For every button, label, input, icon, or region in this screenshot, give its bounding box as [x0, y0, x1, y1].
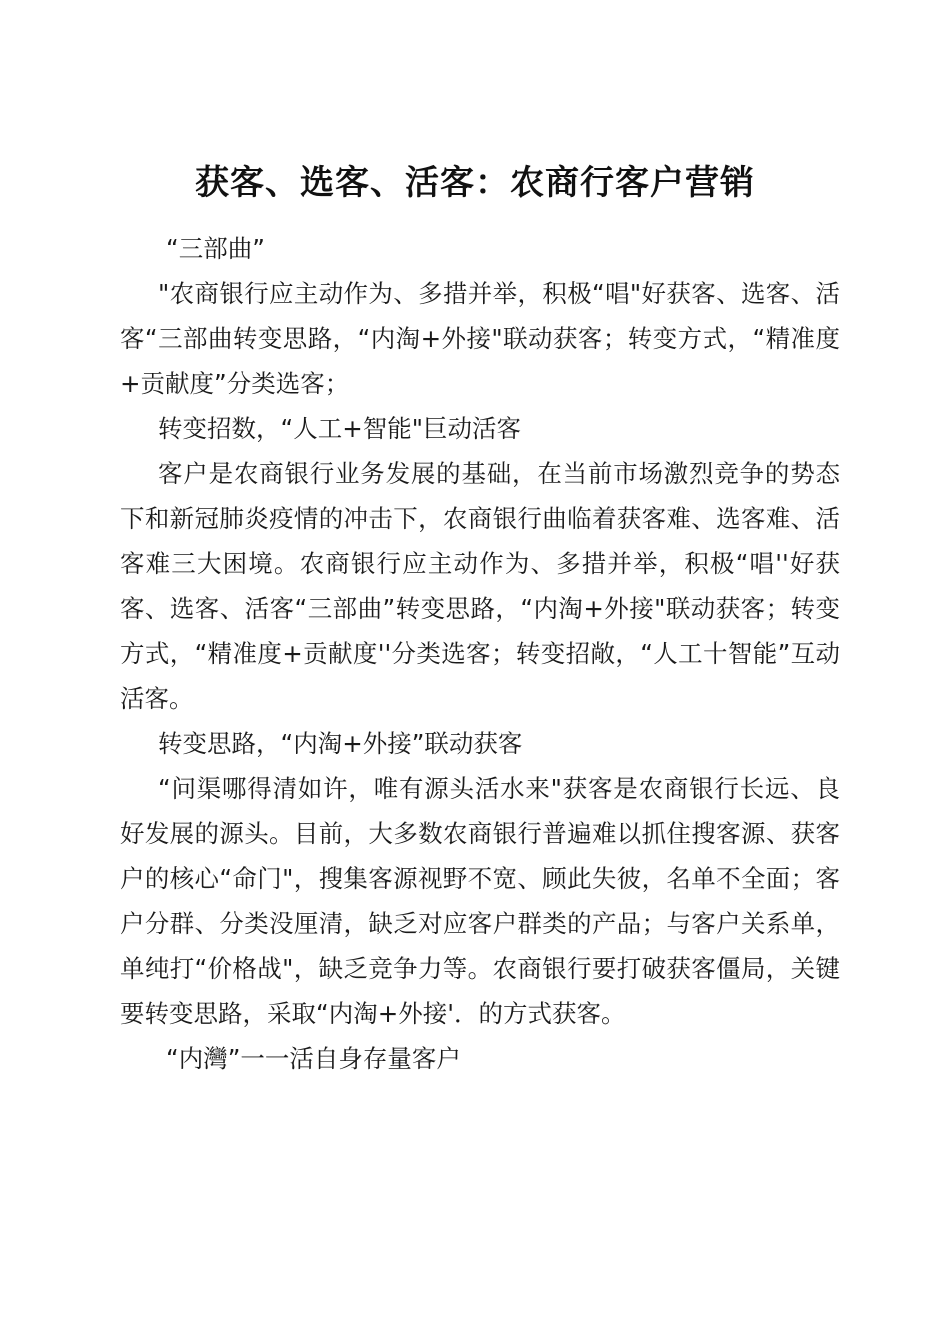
document-body — [120, 226, 840, 1081]
paragraph-5: 转变思路，“内淘+外接”联动获客 — [158, 729, 523, 758]
paragraph-2: "农商银行应主动作为、多措并举，积极“唱"好获客、选客、活客“三部曲转变思路，“内淘+外接"联动获客；转变方式，“精准度+贡献度”分类选客； — [120, 279, 840, 398]
paragraph-4: 客户是农商银行业务发展的基础，在当前市场激烈竞争的势态下和新冠肺炎疫情的冲击下，农商银行曲临着获客难、选客难、活客难三大困境。农商银行应主动作为、多措并举，积极“唱''好获客、选客、活客“三部曲”转变思路，“内淘+外接"联动获客；转变方式，“精准度+贡献度''分类选客；转变招敞，“人工十智能”互动活客。 — [120, 459, 840, 713]
paragraph-1: “三部曲” — [166, 234, 265, 263]
document-title: 获客、选客、活客：农商行客户营销 — [195, 162, 755, 203]
paragraph-7: “内灣”一一活自身存量客户 — [166, 1044, 461, 1073]
paragraph-3: 转变招数，“人工+智能"巨动活客 — [158, 414, 521, 443]
paragraph-6: “问渠哪得清如许，唯有源头活水来"获客是农商银行长远、良好发展的源头。目前，大多数农商银行普遍难以抓住搜客源、获客户的核心“命门"，搜集客源视野不宽、顾此失彼，名单不全面；客户分群、分类没厘清，缺乏对应客户群类的产品；与客户关系单，单纯打“价格战"，缺乏竞争力等。农商银行要打破获客僵局，关键要转变思路，采取“内淘+外接'．的方式获客。 — [120, 774, 840, 1028]
